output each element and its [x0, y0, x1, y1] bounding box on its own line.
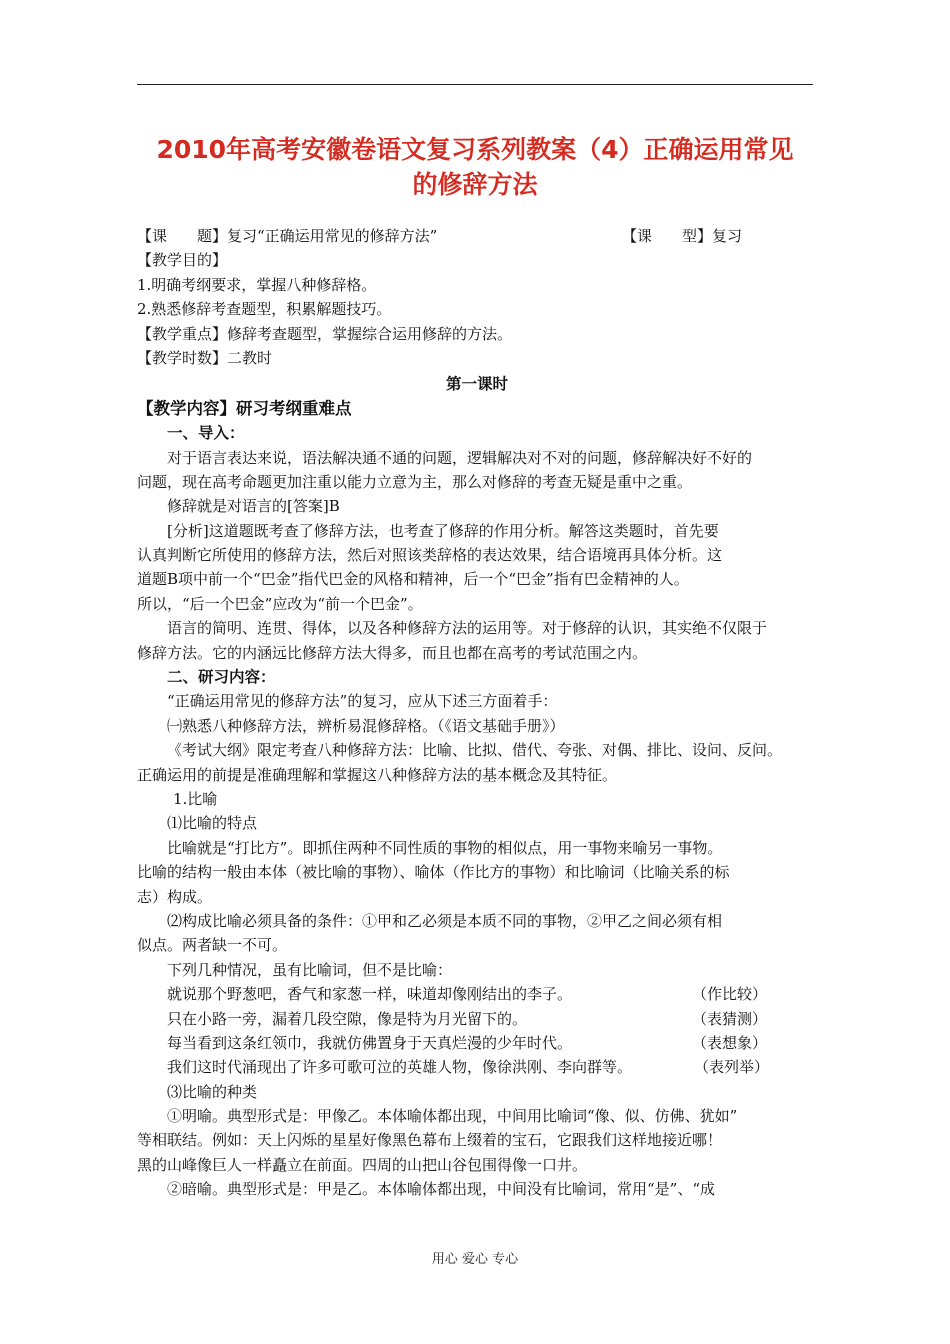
section1-p1-line: 对于语言表达来说，语法解决通不通的问题，逻辑解决对不对的问题，修辞解决好不好的 — [167, 448, 753, 467]
content-heading: 【教学内容】研习考纲重难点 — [137, 398, 352, 418]
example-row — [137, 1055, 817, 1079]
meta-focus: 【教学重点】修辞考查题型，掌握综合运用修辞的方法。 — [137, 324, 513, 343]
example-text: 就说那个野葱吧，香气和家葱一样，味道却像刚结出的李子。 — [167, 985, 573, 1004]
example-tag: （表列举） — [693, 1058, 769, 1077]
section2-outline-line: 正确运用的前提是准确理解和掌握这八种修辞方法的基本概念及其特征。 — [137, 765, 618, 784]
section2-intro: “正确运用常见的修辞方法”的复习，应从下述三方面着手： — [167, 692, 558, 711]
condition-line: ⑵构成比喻必须具备的条件：①甲和乙必须是本质不同的事物，②甲乙之间必须有相 — [167, 911, 723, 930]
simile-line: 黑的山峰像巨人一样矗立在前面。四周的山把山谷包围得像一口井。 — [137, 1155, 588, 1174]
meta-purpose-1: 1.明确考纲要求，掌握八种修辞格。 — [137, 275, 377, 294]
sub-heading-types: ⑶比喻的种类 — [167, 1082, 258, 1101]
title-line-2: 的修辞方法 — [412, 170, 538, 199]
document-body — [137, 224, 817, 1202]
title-line-1: 2010年高考安徽卷语文复习系列教案（4）正确运用常见 — [156, 135, 794, 164]
example-text: 我们这时代涌现出了许多可歌可泣的英雄人物，像徐洪刚、李向群等。 — [167, 1058, 633, 1077]
example-tag: （表猜测） — [691, 1009, 767, 1028]
lesson-title: 第一课时 — [445, 375, 508, 394]
definition-line: 志）构成。 — [137, 887, 213, 906]
example-row — [137, 1007, 817, 1031]
sub-heading-metaphor: 1.比喻 — [173, 789, 218, 808]
example-tag: （作比较） — [691, 985, 767, 1004]
section1-heading: 一、导入： — [167, 424, 245, 443]
definition-line: 比喻就是“打比方”。即抓住两种不同性质的事物的相似点，用一事物来喻另一事物。 — [167, 838, 723, 857]
simile-line: ①明喻。典型形式是：甲像乙。本体喻体都出现，中间用比喻词“像、似、仿佛、犹如” — [167, 1107, 738, 1126]
meta-hours: 【教学时数】二教时 — [137, 348, 273, 367]
document-title — [120, 132, 830, 202]
condition-line: 似点。两者缺一不可。 — [137, 936, 288, 955]
section1-p3-line: 所以，“后一个巴金”应改为“前一个巴金”。 — [137, 594, 423, 613]
section2-heading: 二、研习内容： — [167, 668, 276, 687]
section1-p3-line: 认真判断它所使用的修辞方法，然后对照该类辞格的表达效果，结合语境再具体分析。这 — [137, 546, 723, 565]
top-rule — [137, 84, 813, 85]
meta-topic: 【课 题】复习“正确运用常见的修辞方法” — [137, 227, 438, 245]
section1-p2: 修辞就是对语言的[答案]B — [167, 497, 340, 516]
meta-type: 【课 型】复习 — [621, 227, 742, 245]
section1-p1-line: 问题，现在高考命题更加注重以能力立意为主，那么对修辞的考查无疑是重中之重。 — [137, 472, 693, 491]
metaphor-line: ②暗喻。典型形式是：甲是乙。本体喻体都出现，中间没有比喻词，常用“是”、“成 — [167, 1180, 716, 1199]
meta-purpose-label: 【教学目的】 — [137, 251, 228, 270]
section1-p3-line: 道题B项中前一个“巴金”指代巴金的风格和精神，后一个“巴金”指有巴金精神的人。 — [137, 570, 689, 589]
example-tag: （表想象） — [691, 1033, 767, 1052]
example-text: 只在小路一旁，漏着几段空隙，像是特为月光留下的。 — [167, 1009, 528, 1028]
simile-line: 等相联结。例如：天上闪烁的星星好像黑色幕布上缀着的宝石，它跟我们这样地接近哪！ — [137, 1131, 723, 1150]
section1-p4-line: 语言的简明、连贯、得体，以及各种修辞方法的运用等。对于修辞的认识，其实绝不仅限于 — [167, 619, 768, 638]
section1-p3-line: [分析]这道题既考查了修辞方法，也考查了修辞的作用分析。解答这类题时，首先要 — [167, 521, 719, 540]
section2-item1: ㈠熟悉八种修辞方法，辨析易混修辞格。（《语文基础手册》） — [167, 716, 565, 735]
meta-purpose-2: 2.熟悉修辞考查题型，积累解题技巧。 — [137, 300, 392, 319]
sub-heading-features: ⑴比喻的特点 — [167, 814, 258, 833]
example-text: 每当看到这条红领巾，我就仿佛置身于天真烂漫的少年时代。 — [167, 1033, 573, 1052]
cases-intro: 下列几种情况，虽有比喻词，但不是比喻： — [167, 960, 453, 979]
definition-line: 比喻的结构一般由本体（被比喻的事物）、喻体（作比方的事物）和比喻词（比喻关系的标 — [137, 863, 730, 882]
example-row — [137, 982, 817, 1006]
meta-row — [137, 224, 817, 248]
section2-outline-line: 《考试大纲》限定考查八种修辞方法：比喻、比拟、借代、夸张、对偶、排比、设问、反问。 — [167, 741, 783, 760]
section1-p4-line: 修辞方法。它的内涵远比修辞方法大得多，而且也都在高考的考试范围之内。 — [137, 643, 648, 662]
example-row — [137, 1031, 817, 1055]
page-footer: 用心 爱心 专心 — [431, 1252, 519, 1267]
